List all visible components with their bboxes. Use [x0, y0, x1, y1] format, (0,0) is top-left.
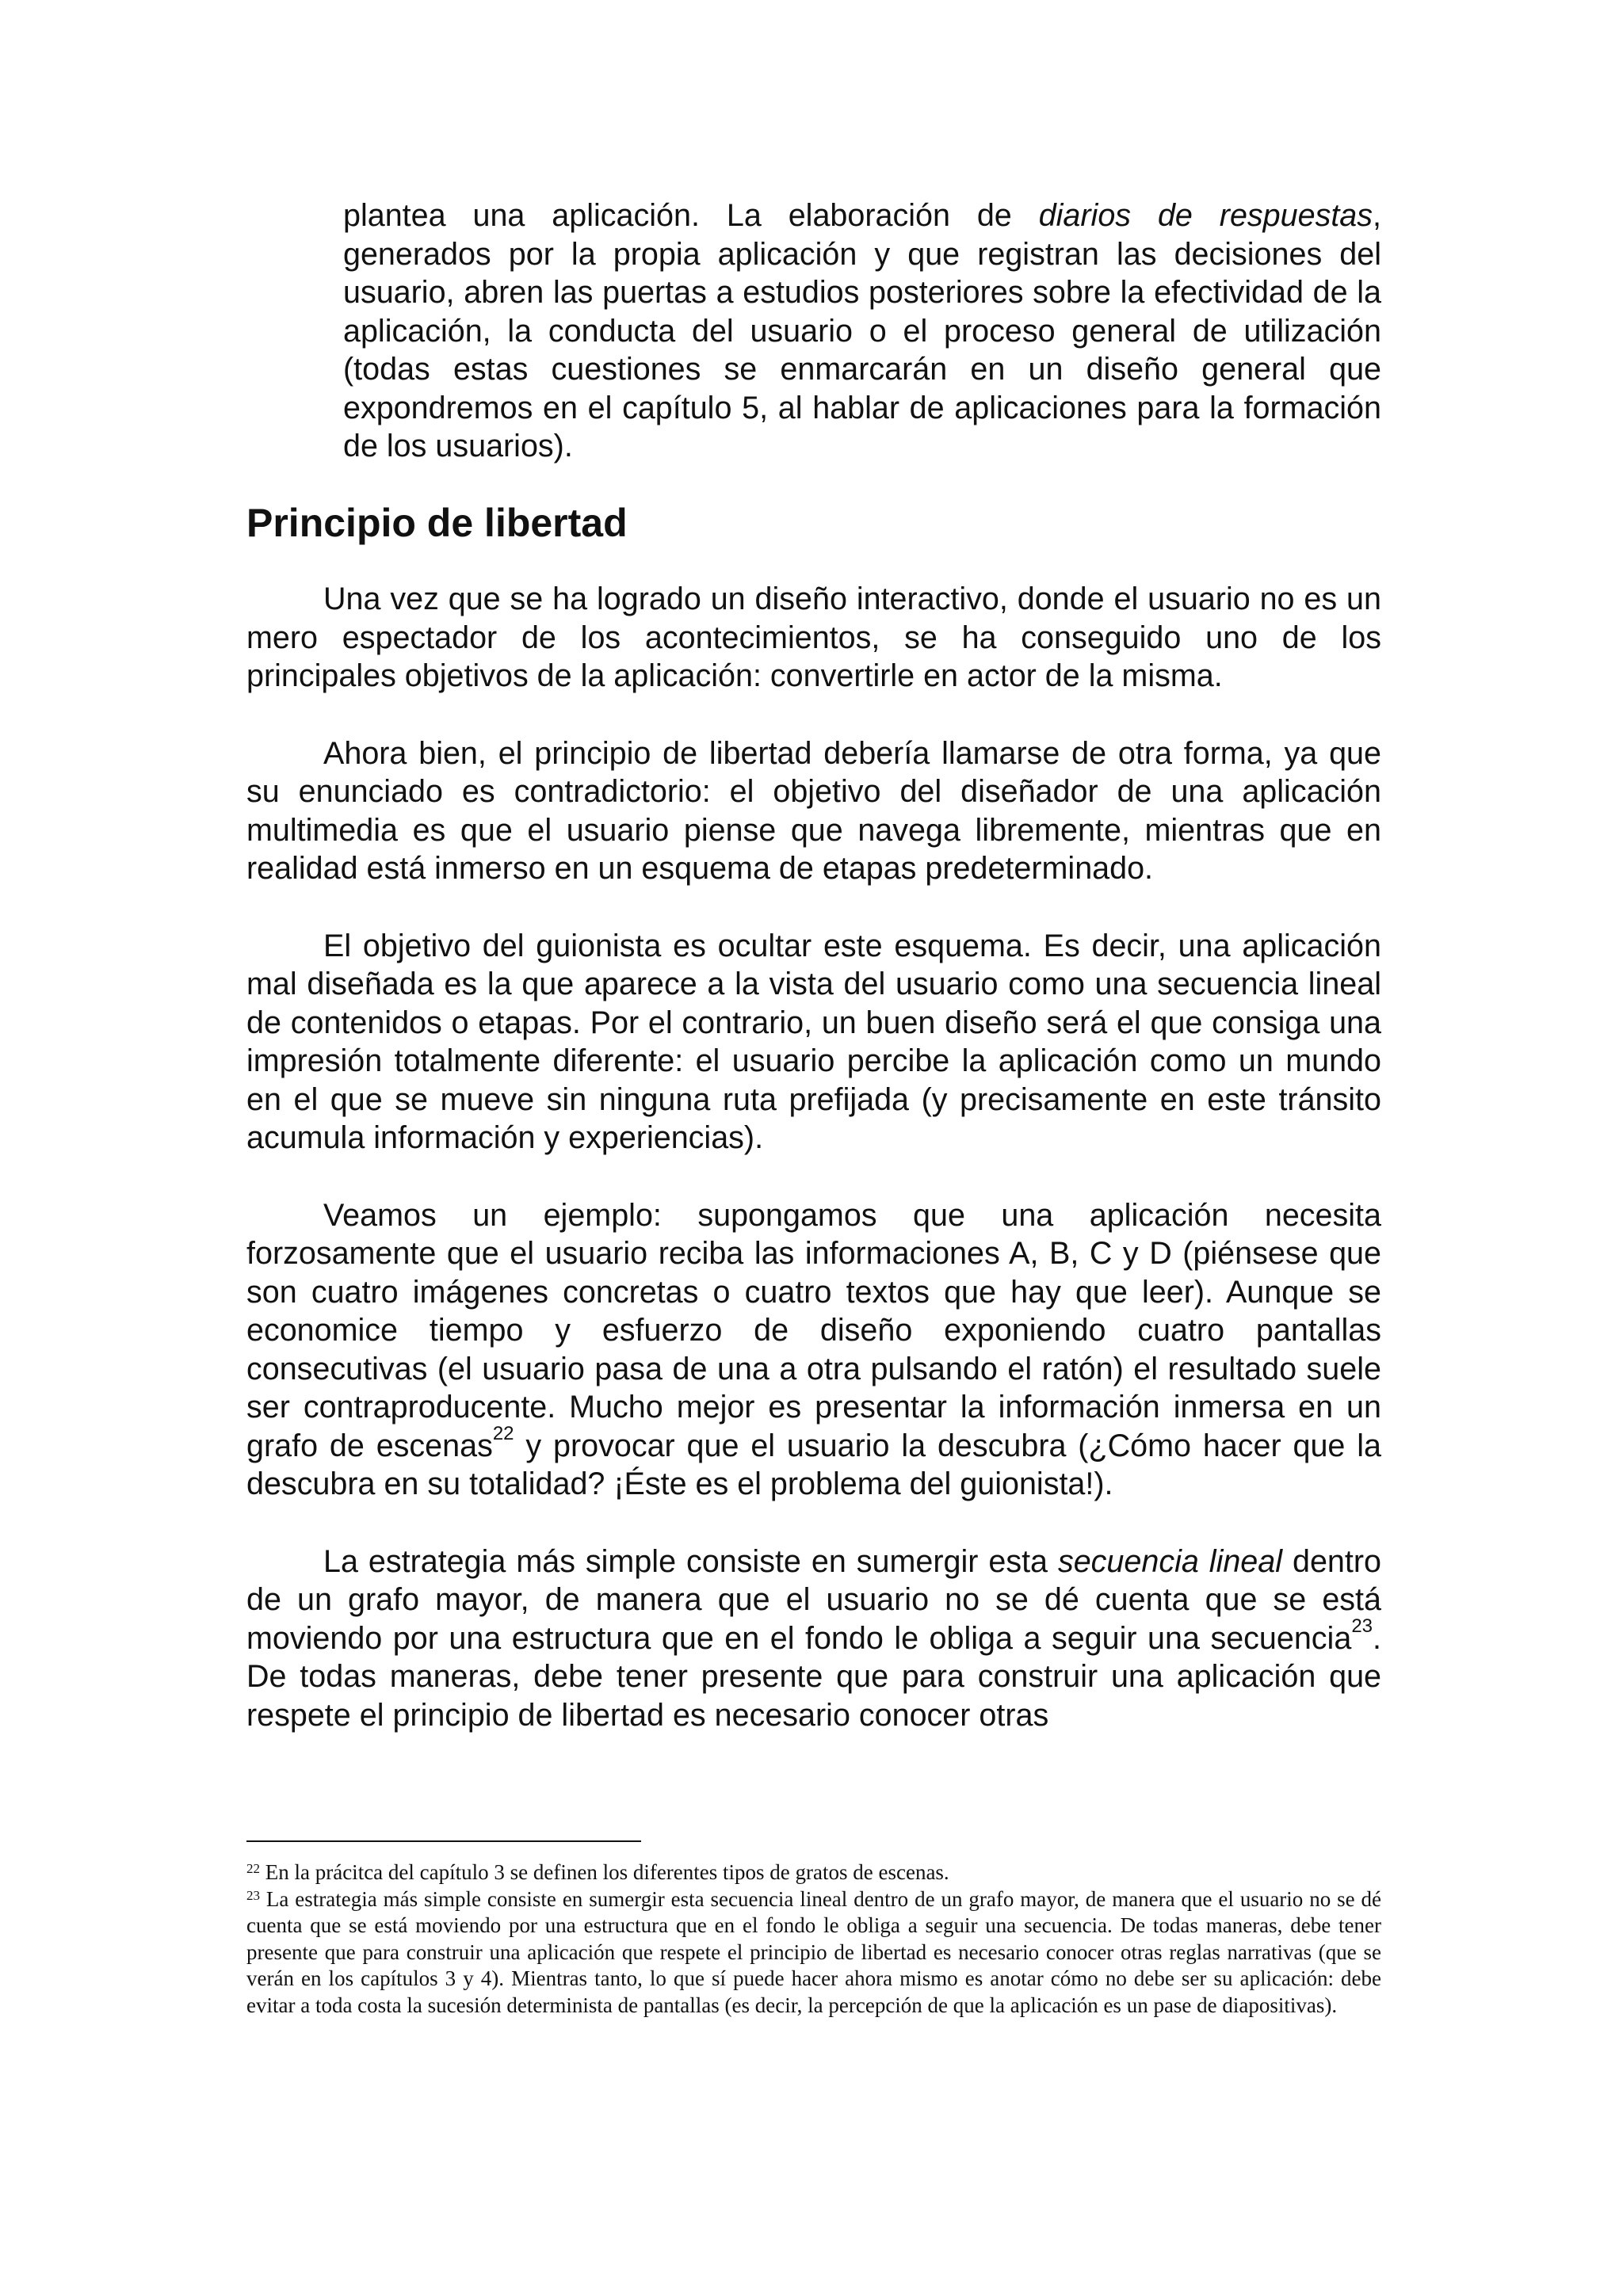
paragraph-1: Una vez que se ha logrado un diseño interactivo, donde el usuario no es un mero espectador de los acontecimientos, se ha conseguido uno de los principales objetivos de la aplicación: convertirle en actor de la misma. [246, 582, 1381, 693]
footnote-number: 23 [246, 1887, 260, 1903]
footnote-ref-23[interactable]: 23 [1351, 1615, 1373, 1638]
footnote-ref-22[interactable]: 22 [492, 1423, 514, 1445]
footnote-text: La estrategia más simple consiste en sumergir esta secuencia lineal dentro de un grafo mayor, de manera que el usuario no se dé cuenta que se está moviendo por una estructura que en el fondo le obliga a seguir una secuencia. De todas maneras, debe tener presente que para construir una aplicación que respete el principio de libertad es necesario conocer otras reglas narrativas (que se verán en los capítulos 3 y 4). Mientras tanto, lo que sí puede hacer ahora mismo es anotar cómo no debe ser su aplicación: debe evitar a toda costa la sucesión determinista de pantallas (es decir, la percepción de que la aplicación es un pase de diapositivas). [246, 1886, 1381, 2017]
paragraph-5 [246, 1543, 1381, 1735]
footnote-text: En la prácitca del capítulo 3 se definen los diferentes tipos de gratos de escenas. [260, 1860, 949, 1884]
paragraph-4-text-end: y provocar que el usuario la descubra (¿Cómo hacer que la descubra en su totalidad? ¡Éste es el problema del guionista!). [246, 1428, 1382, 1501]
section-heading: Principio de libertad [246, 501, 628, 545]
intro-italic-term: diarios de respuestas [1038, 198, 1373, 233]
paragraph-5-italic-term: secuencia lineal [1057, 1543, 1283, 1579]
paragraph-3: El objetivo del guionista es ocultar este esquema. Es decir, una aplicación mal diseñada es la que aparece a la vista del usuario como una secuencia lineal de contenidos o etapas. Por el contrario, un buen diseño será el que consiga una impresión totalmente diferente: el usuario percibe la aplicación como un mundo en el que se mueve sin ninguna ruta prefijada (y precisamente en este tránsito acumula información y experiencias). [246, 928, 1381, 1155]
paragraph-5-text-end: . De todas maneras, debe tener presente que para construir una aplicación que respete el principio de libertad es necesario conocer otras [246, 1620, 1381, 1733]
footnote-22 [246, 1859, 1381, 1886]
paragraph-4-text-start: Veamos un ejemplo: supongamos que una aplicación necesita forzosamente que el usuario reciba las informaciones A, B, C y D (piénsese que son cuatro imágenes concretas o cuatro textos que hay que leer). Aunque se economice tiempo y esfuerzo de diseño exponiendo cuatro pantallas consecutivas (el usuario pasa de una a otra pulsando el ratón) el resultado suele ser contraproducente. Mucho mejor es presentar la información inmersa en un grafo de escenas [246, 1197, 1381, 1463]
intro-text-start: plantea una aplicación. La elaboración de [343, 198, 1039, 233]
paragraph-4 [246, 1196, 1381, 1504]
paragraph-2: Ahora bien, el principio de libertad debería llamarse de otra forma, ya que su enunciado es contradictorio: el objetivo del diseñador de una aplicación multimedia es que el usuario piense que navega libremente, mientras que en realidad está inmerso en un esquema de etapas predeterminado. [246, 735, 1381, 886]
main-text-column [246, 580, 1381, 1734]
footnotes-section [246, 1859, 1381, 2019]
paragraph-5-text-middle: dentro de un grafo mayor, de manera que el usuario no se dé cuenta que se está moviendo por una estructura que en el fondo le obliga a seguir una secuencia [246, 1543, 1381, 1656]
intro-text-end: , generados por la propia aplicación y que registran las decisiones del usuario, abren las puertas a estudios posteriores sobre la efectividad de la aplicación, la conducta del usuario o el proceso general de utilización (todas estas cuestiones se enmarcarán en un diseño general que expondremos en el capítulo 5, al hablar de aplicaciones para la formación de los usuarios). [343, 198, 1381, 463]
footnote-divider [246, 1840, 641, 1842]
intro-paragraph [343, 196, 1381, 466]
footnote-number: 22 [246, 1861, 260, 1876]
footnote-23 [246, 1886, 1381, 2019]
paragraph-5-text-start: La estrategia más simple consiste en sumergir esta [323, 1543, 1058, 1579]
